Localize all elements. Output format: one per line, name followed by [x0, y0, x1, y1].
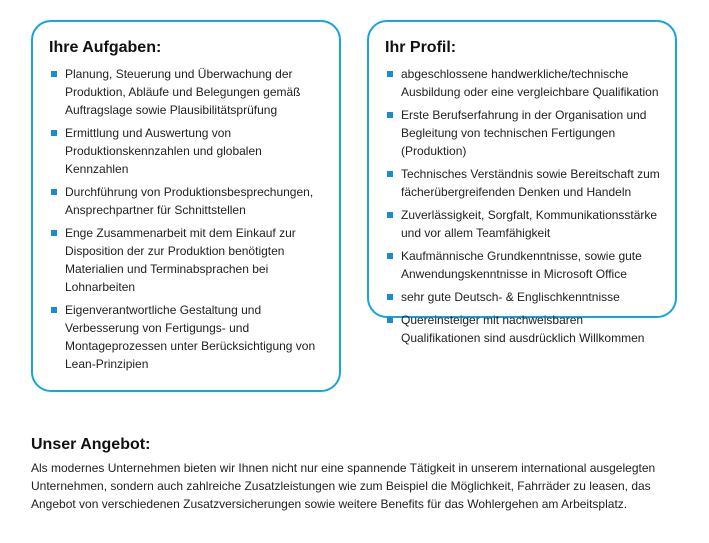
square-bullet-icon — [51, 71, 57, 77]
profil-item — [385, 65, 661, 101]
square-bullet-icon — [387, 171, 393, 177]
aufgaben-item — [49, 224, 325, 296]
square-bullet-icon — [51, 189, 57, 195]
profil-item — [385, 247, 661, 283]
profil-item — [385, 288, 661, 306]
profil-list — [385, 65, 661, 347]
aufgaben-item — [49, 183, 325, 219]
profil-item — [385, 106, 661, 160]
profil-card — [367, 20, 677, 345]
angebot-title: Unser Angebot: — [31, 436, 151, 453]
aufgaben-item-text: Eigenverantwortliche Gestaltung und Verbesserung von Fertigungs- und Montageprozessen unter Berücksichtigung von Lean-Prinzipien — [65, 303, 316, 371]
square-bullet-icon — [51, 307, 57, 313]
aufgaben-title: Ihre Aufgaben: — [49, 39, 162, 56]
aufgaben-list — [49, 65, 325, 373]
profil-item-text: Technisches Verständnis sowie Bereitschaft zum fächerübergreifenden Denken und Handeln — [401, 167, 660, 199]
square-bullet-icon — [387, 253, 393, 259]
aufgaben-item-text: Planung, Steuerung und Überwachung der Produktion, Abläufe und Belegungen gemäß Auftragslage sowie Plausibilitätsprüfung — [65, 67, 301, 117]
square-bullet-icon — [51, 230, 57, 236]
angebot-section — [31, 434, 671, 513]
profil-item-text: Quereinsteiger mit nachweisbaren Qualifikationen sind ausdrücklich Willkommen — [401, 313, 645, 345]
profil-item-text: sehr gute Deutsch- & Englischkenntnisse — [401, 290, 620, 304]
profil-item — [385, 165, 661, 201]
square-bullet-icon — [387, 317, 393, 323]
square-bullet-icon — [387, 212, 393, 218]
profil-title: Ihr Profil: — [385, 39, 457, 56]
profil-item-text: abgeschlossene handwerkliche/technische Ausbildung oder eine vergleichbare Qualifikation — [401, 67, 659, 99]
aufgaben-item-text: Ermittlung und Auswertung von Produktionskennzahlen und globalen Kennzahlen — [65, 126, 262, 176]
profil-item-text: Zuverlässigkeit, Sorgfalt, Kommunikationsstärke und vor allem Teamfähigkeit — [401, 208, 658, 240]
square-bullet-icon — [387, 294, 393, 300]
aufgaben-item — [49, 301, 325, 373]
aufgaben-item-text: Durchführung von Produktionsbesprechungen, Ansprechpartner für Schnittstellen — [65, 185, 314, 217]
aufgaben-item — [49, 124, 325, 178]
aufgaben-card — [31, 20, 341, 392]
profil-item — [385, 206, 661, 242]
aufgaben-item — [49, 65, 325, 119]
square-bullet-icon — [387, 112, 393, 118]
profil-item — [385, 311, 661, 347]
angebot-text: Als modernes Unternehmen bieten wir Ihnen nicht nur eine spannende Tätigkeit in unserem international ausgelegten Unternehmen, sondern auch zahlreiche Zusatzleistungen wie zum Beispiel die Möglichkeit, Fahrräder zu leasen, das Angebot von verschiedenen Zusatzversicherungen sowie weitere Benefits für das Wohlergehen am Arbeitsplatz. — [31, 461, 656, 511]
square-bullet-icon — [387, 71, 393, 77]
profil-item-text: Kaufmännische Grundkenntnisse, sowie gute Anwendungskenntnisse in Microsoft Office — [401, 249, 642, 281]
aufgaben-item-text: Enge Zusammenarbeit mit dem Einkauf zur Disposition der zur Produktion benötigten Materialien und Terminabsprachen bei Lohnarbeiten — [65, 226, 296, 294]
square-bullet-icon — [51, 130, 57, 136]
profil-item-text: Erste Berufserfahrung in der Organisation und Begleitung von technischen Fertigungen (Produktion) — [401, 108, 647, 158]
